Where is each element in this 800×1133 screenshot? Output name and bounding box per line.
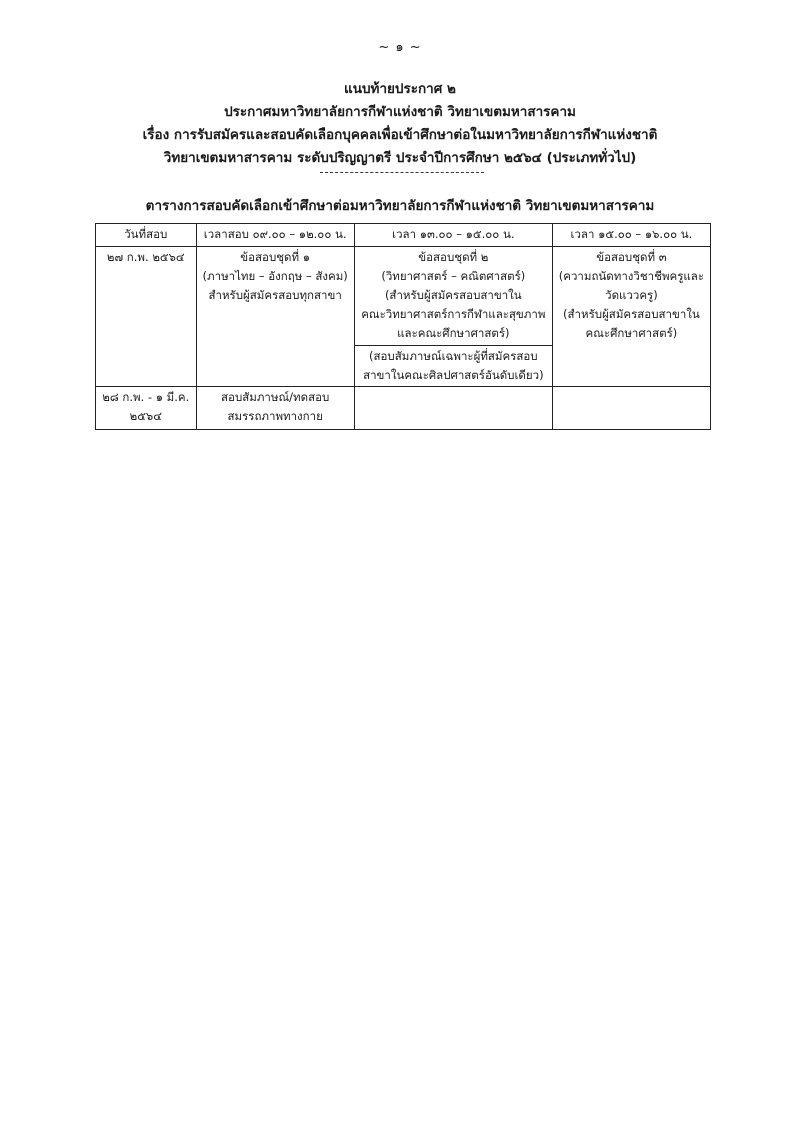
row1-morning-cell [196, 247, 354, 387]
table-row [96, 387, 711, 430]
table-title: ตารางการสอบคัดเลือกเข้าศึกษาต่อมหาวิทยาลัยการกีฬาแห่งชาติ วิทยาเขตมหาสารคาม [145, 198, 655, 214]
exam-set-1-audience: สำหรับผู้สมัครสอบทุกสาขา [208, 288, 342, 302]
interview-note-line-1: (สอบสัมภาษณ์เฉพาะผู้ที่สมัครสอบ [369, 349, 538, 363]
page-number: ~ ๑ ~ [378, 40, 422, 55]
dashed-divider [320, 172, 484, 173]
header-announcement-line: ประกาศมหาวิทยาลัยการกีฬาแห่งชาติ วิทยาเขตมหาสารคาม [224, 104, 576, 120]
row1-late-afternoon-cell [552, 247, 710, 387]
header-time-afternoon: เวลา ๑๓.๐๐ – ๑๕.๐๐ น. [354, 224, 552, 247]
header-subject-line: เรื่อง การรับสมัครและสอบคัดเลือกบุคคลเพื่อเข้าศึกษาต่อในมหาวิทยาลัยการกีฬาแห่งชาติ [142, 127, 658, 143]
exam-set-1-title: ข้อสอบชุดที่ ๑ [240, 250, 311, 264]
physical-test-line-1: สอบสัมภาษณ์/ทดสอบ [221, 390, 330, 404]
header-exam-date: วันที่สอบ [96, 224, 197, 247]
row2-date-cell [96, 387, 197, 430]
row1-afternoon-cell [354, 247, 552, 346]
row2-morning-cell [196, 387, 354, 430]
exam-set-3-audience-1: (สำหรับผู้สมัครสอบสาขาใน [563, 307, 700, 321]
row2-date-line-1: ๒๘ ก.พ. - ๑ มี.ค. [102, 390, 190, 404]
exam-set-2-audience-2: คณะวิทยาศาสตร์การกีฬาและสุขภาพ [361, 307, 546, 321]
exam-set-3-title: ข้อสอบชุดที่ ๓ [596, 250, 667, 264]
exam-set-2-audience-1: (สำหรับผู้สมัครสอบสาขาใน [384, 288, 522, 302]
exam-set-3-audience-2: คณะศึกษาศาสตร์) [585, 326, 678, 340]
exam-set-2-title: ข้อสอบชุดที่ ๒ [418, 250, 489, 264]
row1-date-cell [96, 247, 197, 387]
exam-set-3-subjects-1: (ความถนัดทางวิชาชีพครูและ [558, 269, 705, 283]
table-header-row [96, 224, 711, 247]
row2-late-afternoon-cell [552, 387, 710, 430]
physical-test-line-2: สมรรถภาพทางกาย [227, 409, 323, 423]
header-campus-line: วิทยาเขตมหาสารคาม ระดับปริญญาตรี ประจำปีการศึกษา ๒๕๖๔ (ประเภททั่วไป) [163, 150, 637, 166]
table-row [96, 247, 711, 346]
row1-date: ๒๗ ก.พ. ๒๕๖๔ [106, 250, 185, 264]
exam-set-1-subjects: (ภาษาไทย – อังกฤษ – สังคม) [202, 269, 348, 283]
interview-note-cell [354, 346, 552, 387]
exam-schedule-table [95, 223, 711, 430]
header-attachment-line: แนบท้ายประกาศ ๒ [344, 81, 456, 97]
exam-set-2-audience-3: และคณะศึกษาศาสตร์) [397, 326, 510, 340]
interview-note-line-2: สาขาในคณะศิลปศาสตร์อันดับเดียว) [363, 368, 544, 382]
row2-afternoon-cell [354, 387, 552, 430]
exam-set-2-subjects: (วิทยาศาสตร์ – คณิตศาสตร์) [381, 269, 526, 283]
exam-set-3-subjects-2: วัดแววครู) [605, 288, 658, 302]
header-time-morning: เวลาสอบ ๐๙.๐๐ – ๑๒.๐๐ น. [196, 224, 354, 247]
header-time-late-afternoon: เวลา ๑๕.๐๐ – ๑๖.๐๐ น. [552, 224, 710, 247]
document-header [0, 78, 800, 170]
row2-date-line-2: ๒๕๖๔ [129, 409, 162, 423]
